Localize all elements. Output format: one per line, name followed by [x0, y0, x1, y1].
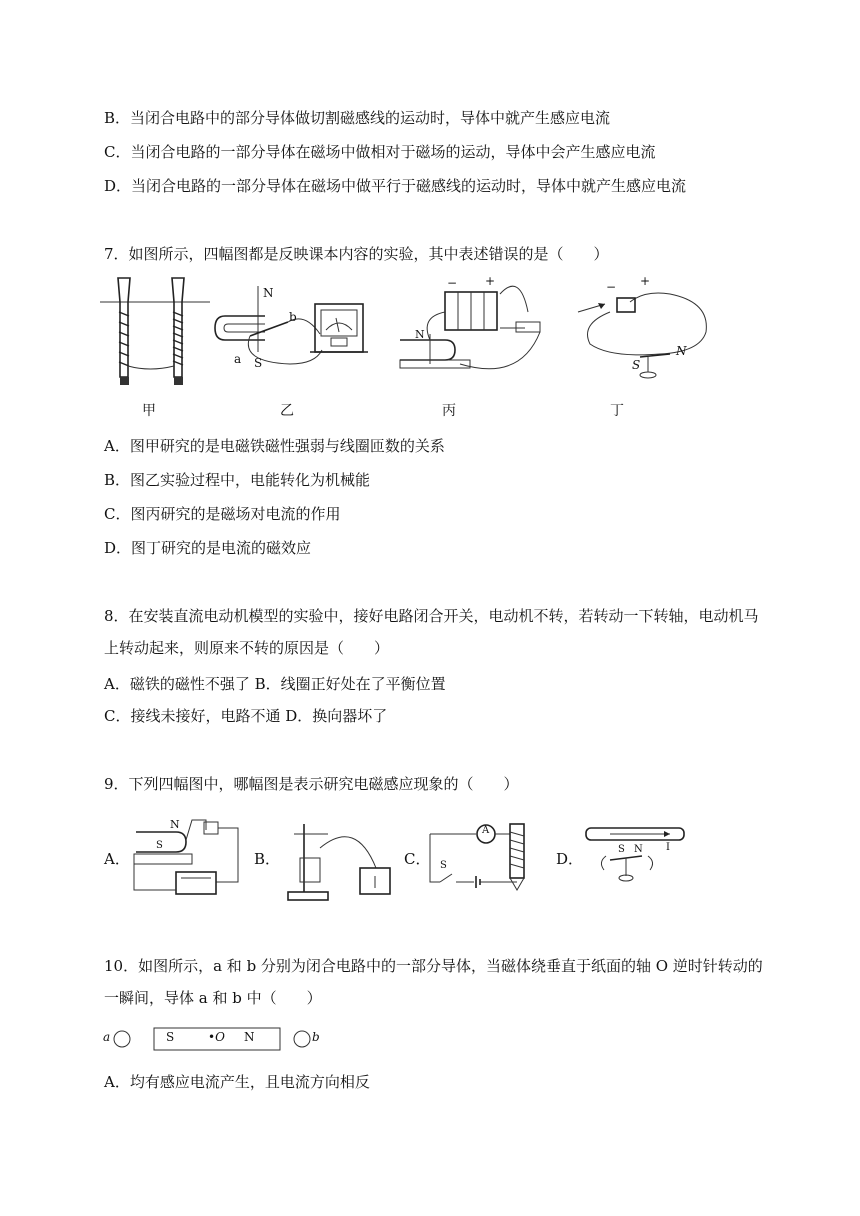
label-bing-minus: − [447, 276, 458, 290]
label-ding-n: N [676, 344, 687, 358]
q9c-switch: S [440, 860, 447, 871]
q7-option-b: B．图乙实验过程中，电能转化为机械能 [104, 471, 371, 489]
q10-label-o: •O [208, 1030, 225, 1044]
q10-label-b: b [312, 1030, 320, 1044]
label-yi-n: N [263, 286, 274, 300]
q9d-s: S [618, 844, 625, 855]
caption-jia: 甲 [142, 403, 156, 419]
q6-option-b: B．当闭合电路中的部分导体做切割磁感线的运动时，导体中就产生感应电流 [104, 109, 611, 127]
caption-yi: 乙 [280, 403, 294, 419]
q9-figure-d [580, 822, 690, 892]
label-yi-b: b [289, 310, 297, 324]
caption-ding: 丁 [610, 403, 624, 419]
q8-stem-line1: 8．在安装直流电动机模型的实验中，接好电路闭合开关，电动机不转，若转动一下转轴，电动机马 [104, 607, 759, 625]
q10-figure [102, 1024, 332, 1054]
q8-stem-line2: 上转动起来，则原来不转的原因是（ ） [104, 639, 390, 657]
caption-bing: 丙 [442, 403, 456, 419]
q10-label-a: a [103, 1030, 111, 1044]
q9-figure-a [126, 812, 246, 904]
q6-option-c: C．当闭合电路的一部分导体在磁场中做相对于磁场的运动，导体中会产生感应电流 [104, 143, 656, 161]
q6-option-d: D．当闭合电路的一部分导体在磁场中做平行于磁感线的运动时，导体中就产生感应电流 [104, 177, 687, 195]
label-ding-s: S [632, 358, 641, 372]
label-ding-plus: + [640, 274, 651, 288]
q9a-s: S [156, 840, 163, 851]
q9d-i: I [666, 842, 670, 853]
q7-option-c: C．图丙研究的是磁场对电流的作用 [104, 505, 341, 523]
q9-option-d-label: D． [556, 850, 584, 868]
q9c-meter: A [482, 825, 490, 836]
label-yi-a: a [234, 352, 242, 366]
q7-figures [100, 272, 710, 424]
q10-stem-line1: 10．如图所示，a 和 b 分别为闭合电路中的一部分导体，当磁体绕垂直于纸面的轴 O 逆时针转动的 [104, 957, 763, 975]
q9-option-c-label: C． [404, 850, 431, 868]
q9-stem: 9．下列四幅图中，哪幅图是表示研究电磁感应现象的（ ） [104, 775, 519, 793]
figure-ding [578, 293, 706, 378]
q7-option-a: A．图甲研究的是电磁铁磁性强弱与线圈匝数的关系 [104, 437, 445, 455]
q7-option-d: D．图丁研究的是电流的磁效应 [104, 539, 312, 557]
q9-figure-b [276, 818, 396, 904]
figure-jia [100, 278, 210, 385]
q9a-n: N [170, 818, 180, 831]
q9-option-a-label: A． [104, 850, 130, 868]
label-bing-n: N [415, 328, 425, 341]
q9-figure-c [426, 820, 532, 894]
label-bing-plus: + [485, 274, 496, 288]
q8-options-row2: C．接线未接好，电路不通 D．换向器坏了 [104, 707, 388, 725]
q10-stem-line2: 一瞬间，导体 a 和 b 中（ ） [104, 989, 322, 1007]
q10-label-s: S [166, 1030, 175, 1044]
q10-label-n: N [244, 1030, 255, 1044]
q9-option-b-label: B． [254, 850, 281, 868]
q8-options-row1: A．磁铁的磁性不强了 B．线圈正好处在了平衡位置 [104, 675, 446, 693]
label-ding-minus: − [606, 280, 617, 294]
q9d-n: N [634, 844, 643, 855]
q7-stem: 7．如图所示，四幅图都是反映课本内容的实验，其中表述错误的是（ ） [104, 245, 609, 263]
q10-option-a: A．均有感应电流产生，且电流方向相反 [104, 1073, 370, 1091]
label-yi-s: S [254, 356, 263, 370]
